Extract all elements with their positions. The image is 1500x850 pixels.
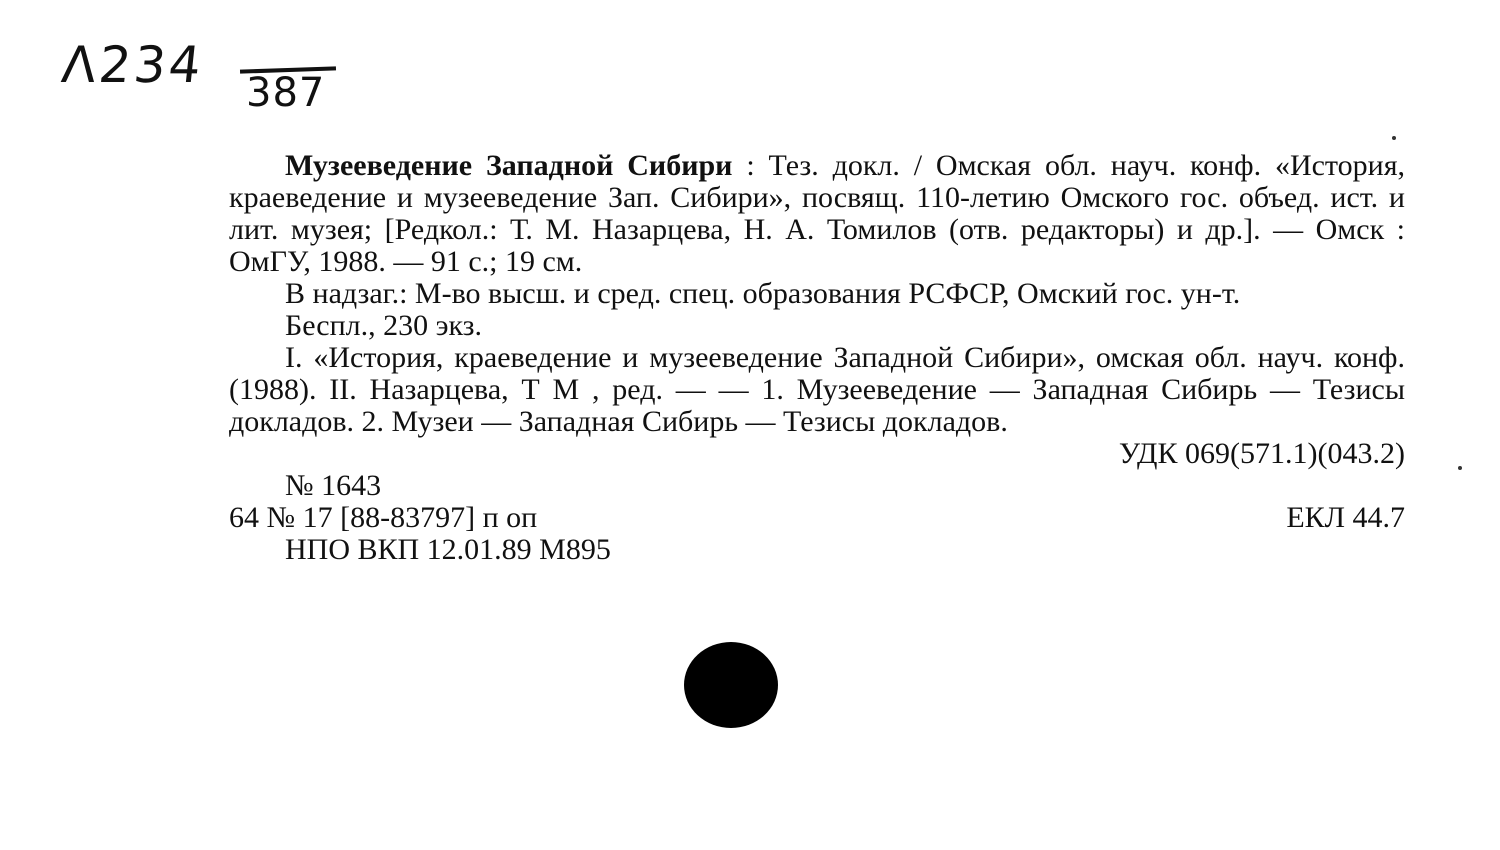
- card-title-rest: : Тез. докл. / Омская обл. науч. конф. «История, краеведение и музееведение Зап. Сибири», посвящ. 110-летию Омского гос. объед. ист. и лит. музея; [Редкол.: Т. М. Назарцева, Н. А. Томилов (отв. редакторы) и др.]. — Омск : ОмГУ, 1988. — 91 с.; 19 см.: [229, 149, 1406, 278]
- order-row: [229, 502, 1405, 534]
- ekl-code: ЕКЛ 44.7: [1286, 501, 1405, 534]
- ink-blot: [684, 642, 778, 728]
- speck: [1458, 466, 1462, 470]
- handwritten-shelfmark: Λ234: [58, 36, 207, 94]
- card-title: Музееведение Западной Сибири: [285, 149, 733, 182]
- udk-code: УДК 069(571.1)(043.2): [1118, 437, 1405, 470]
- speck: [1392, 136, 1396, 140]
- price-note: Беспл., 230 экз.: [285, 309, 483, 342]
- nadzag-note: В надзаг.: М-во высш. и сред. спец. образования РСФСР, Омский гос. ун-т.: [285, 277, 1241, 310]
- tracings: I. «История, краеведение и музееведение Западной Сибири», омская обл. науч. конф. (1988). II. Назарцева, Т М , ред. — — 1. Музееведение — Западная Сибирь — Тезисы докладов. 2. Музеи — Западная Сибирь — Тезисы докладов.: [229, 341, 1405, 438]
- card-number: № 1643: [285, 469, 382, 502]
- handwritten-number: 387: [246, 70, 326, 116]
- main-entry: [229, 150, 1405, 278]
- npo-line: НПО ВКП 12.01.89 М895: [285, 533, 611, 566]
- order-line: 64 № 17 [88-83797] п оп: [229, 501, 538, 534]
- catalog-card: [229, 150, 1405, 566]
